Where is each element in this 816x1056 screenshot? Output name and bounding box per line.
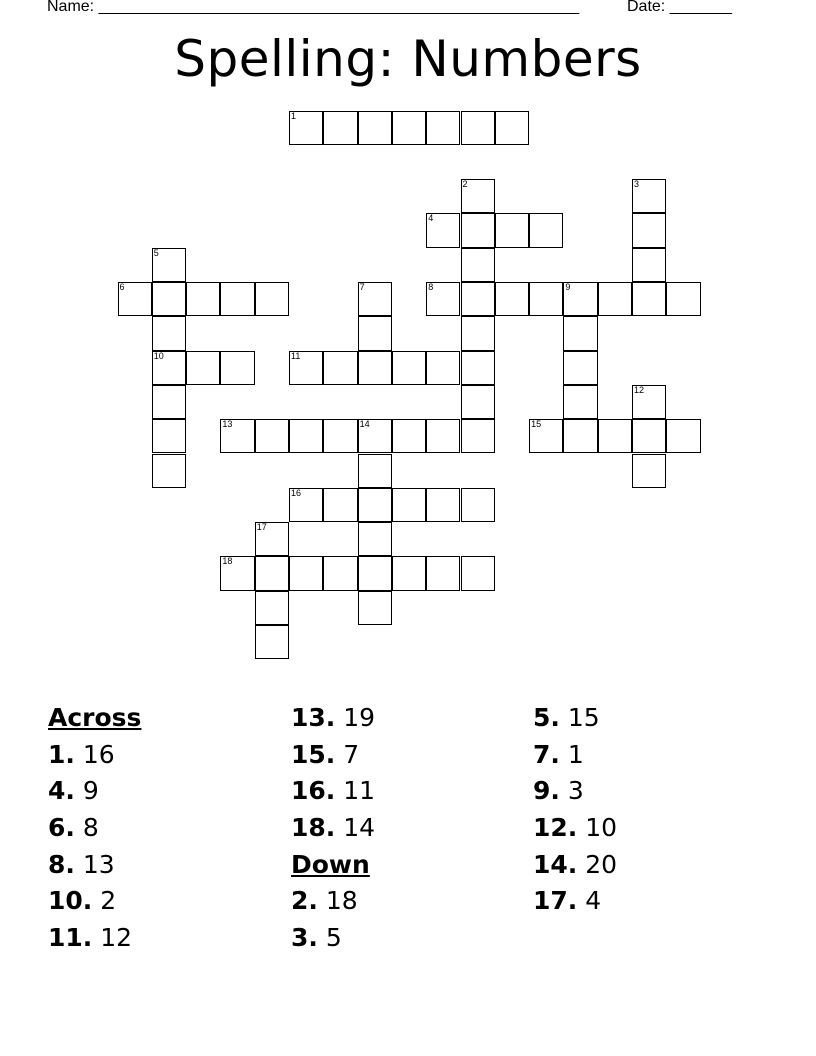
- clue-number: 12: [533, 813, 568, 843]
- grid-cell[interactable]: [392, 488, 426, 522]
- clue-number-dot: .: [65, 813, 75, 843]
- clue-text: 11: [343, 776, 376, 806]
- grid-cell[interactable]: [118, 282, 152, 316]
- clue-item: [48, 737, 141, 774]
- clue-text: 7: [343, 739, 360, 769]
- clue-text: 13: [82, 849, 115, 879]
- clue-number: 3: [291, 923, 309, 953]
- grid-cell[interactable]: [289, 351, 323, 385]
- clue-number-label: 9: [565, 282, 571, 292]
- grid-cell[interactable]: [255, 591, 289, 625]
- grid-cell[interactable]: [426, 282, 460, 316]
- grid-cell[interactable]: [323, 556, 357, 590]
- grid-cell[interactable]: [255, 556, 289, 590]
- clue-item: [291, 883, 375, 920]
- date-field-label: Date: _______: [627, 0, 732, 15]
- grid-cell[interactable]: [186, 351, 220, 385]
- grid-cell[interactable]: [632, 213, 666, 247]
- grid-cell[interactable]: [255, 522, 289, 556]
- grid-cell[interactable]: [358, 591, 392, 625]
- clue-number-dot: .: [567, 813, 578, 843]
- clue-number: 1: [48, 739, 66, 769]
- clue-text: 16: [82, 739, 115, 769]
- grid-cell[interactable]: [598, 419, 632, 453]
- clue-number: 13: [291, 703, 326, 732]
- clue-number: 15: [291, 739, 326, 769]
- clue-number: 14: [533, 849, 568, 879]
- grid-cell[interactable]: [461, 488, 495, 522]
- grid-cell[interactable]: [220, 419, 254, 453]
- clue-number: 17: [533, 886, 568, 916]
- grid-cell[interactable]: [632, 282, 666, 316]
- grid-cell[interactable]: [358, 282, 392, 316]
- clue-text: 1: [567, 739, 584, 769]
- clue-number-dot: .: [82, 886, 93, 916]
- clue-number-label: 14: [359, 419, 370, 430]
- grid-cell[interactable]: [461, 556, 495, 590]
- clue-item: [48, 920, 141, 957]
- grid-cell[interactable]: [426, 419, 460, 453]
- grid-cell[interactable]: [220, 351, 254, 385]
- grid-cell[interactable]: [392, 351, 426, 385]
- grid-cell[interactable]: [186, 282, 220, 316]
- clue-item: [48, 883, 141, 920]
- clue-text: 4: [585, 886, 602, 916]
- clue-number: 11: [48, 923, 83, 953]
- grid-cell[interactable]: [152, 282, 186, 316]
- clue-number-dot: .: [567, 886, 578, 916]
- grid-cell[interactable]: [152, 385, 186, 419]
- clue-item: [533, 737, 617, 774]
- clue-number-dot: .: [325, 703, 336, 732]
- grid-cell[interactable]: [563, 282, 597, 316]
- clue-item: [48, 847, 141, 884]
- clue-item: [291, 920, 375, 957]
- clue-number: 5: [533, 703, 551, 732]
- grid-cell[interactable]: [323, 111, 357, 145]
- clue-number-label: 4: [428, 213, 434, 224]
- grid-cell[interactable]: [152, 419, 186, 453]
- clue-column-1: [48, 700, 141, 957]
- clue-number-dot: .: [325, 813, 336, 843]
- clue-text: 15: [567, 703, 600, 732]
- grid-cell[interactable]: [495, 213, 529, 247]
- clue-text: 20: [585, 849, 618, 879]
- grid-cell[interactable]: [666, 282, 700, 316]
- grid-cell[interactable]: [358, 111, 392, 145]
- page-title: Spelling: Numbers: [174, 30, 642, 88]
- grid-cell[interactable]: [426, 351, 460, 385]
- grid-cell[interactable]: [461, 419, 495, 453]
- grid-cell[interactable]: [495, 282, 529, 316]
- clue-text: 18: [325, 886, 358, 916]
- clue-number-label: 8: [428, 282, 434, 292]
- clue-number-dot: .: [325, 776, 336, 806]
- clue-item: [48, 810, 141, 847]
- clue-number: 10: [48, 886, 83, 916]
- clue-number-dot: .: [325, 739, 336, 769]
- grid-cell[interactable]: [255, 625, 289, 659]
- clue-number: 2: [291, 886, 309, 916]
- grid-cell[interactable]: [461, 385, 495, 419]
- clue-number-dot: .: [550, 703, 560, 732]
- grid-cell[interactable]: [461, 351, 495, 385]
- grid-cell[interactable]: [563, 419, 597, 453]
- clue-item: [291, 700, 375, 737]
- grid-cell[interactable]: [323, 488, 357, 522]
- clue-number-label: 1: [291, 110, 297, 121]
- grid-cell[interactable]: [461, 213, 495, 247]
- grid-cell[interactable]: [152, 454, 186, 488]
- grid-cell[interactable]: [358, 419, 392, 453]
- clue-number: 9: [533, 776, 551, 806]
- clue-number-dot: .: [65, 849, 75, 879]
- clue-number-dot: .: [308, 923, 318, 953]
- clue-number-dot: .: [65, 776, 75, 806]
- clue-item: [291, 737, 375, 774]
- grid-cell[interactable]: [563, 351, 597, 385]
- grid-cell[interactable]: [392, 111, 426, 145]
- grid-cell[interactable]: [220, 282, 254, 316]
- name-field-label: Name: ______________________________________________________: [47, 0, 580, 15]
- grid-cell[interactable]: [358, 488, 392, 522]
- clue-number-label: 16: [291, 487, 302, 498]
- clue-text: 5: [325, 923, 342, 953]
- grid-cell[interactable]: [461, 111, 495, 145]
- grid-cell[interactable]: [598, 282, 632, 316]
- clue-number-dot: .: [550, 776, 560, 806]
- clue-section-heading: [291, 847, 375, 884]
- clue-text: 9: [82, 776, 99, 806]
- clue-number-label: 7: [359, 282, 365, 292]
- clue-item: [533, 773, 617, 810]
- clue-text: 8: [82, 813, 99, 843]
- clue-text: 12: [100, 923, 133, 953]
- grid-cell[interactable]: [358, 351, 392, 385]
- clue-number-dot: .: [308, 886, 318, 916]
- clue-number: 6: [48, 813, 66, 843]
- grid-cell[interactable]: [426, 111, 460, 145]
- grid-cell[interactable]: [289, 419, 323, 453]
- grid-cell[interactable]: [358, 316, 392, 350]
- grid-cell[interactable]: [563, 385, 597, 419]
- clue-number-dot: .: [550, 739, 560, 769]
- grid-cell[interactable]: [632, 385, 666, 419]
- clue-text: 19: [343, 703, 376, 732]
- clue-section-heading: [48, 700, 141, 737]
- clue-item: [533, 700, 617, 737]
- clue-number-label: 5: [153, 247, 159, 258]
- clue-number-label: 3: [634, 179, 640, 190]
- grid-cell[interactable]: [632, 454, 666, 488]
- section-heading-text: Down: [291, 849, 370, 879]
- grid-cell[interactable]: [426, 213, 460, 247]
- grid-cell[interactable]: [358, 556, 392, 590]
- clue-number-dot: .: [567, 849, 578, 879]
- grid-cell[interactable]: [289, 488, 323, 522]
- grid-cell[interactable]: [255, 282, 289, 316]
- clue-number-label: 15: [531, 419, 542, 430]
- grid-cell[interactable]: [529, 282, 563, 316]
- clue-number-label: 17: [256, 522, 267, 533]
- grid-cell[interactable]: [426, 556, 460, 590]
- grid-cell[interactable]: [563, 316, 597, 350]
- clue-item: [533, 883, 617, 920]
- clue-number-label: 10: [153, 350, 164, 361]
- grid-cell[interactable]: [495, 111, 529, 145]
- grid-cell[interactable]: [220, 556, 254, 590]
- grid-cell[interactable]: [152, 351, 186, 385]
- clue-number: 18: [291, 813, 326, 843]
- grid-cell[interactable]: [529, 419, 563, 453]
- clue-column-3: [533, 700, 617, 920]
- clue-number-dot: .: [65, 739, 75, 769]
- clue-item: [533, 810, 617, 847]
- grid-cell[interactable]: [461, 179, 495, 213]
- clue-number-label: 11: [291, 350, 301, 361]
- clue-number-dot: .: [82, 923, 93, 953]
- grid-cell[interactable]: [255, 419, 289, 453]
- clue-item: [48, 773, 141, 810]
- clue-number: 16: [291, 776, 326, 806]
- grid-cell[interactable]: [426, 488, 460, 522]
- grid-cell[interactable]: [461, 282, 495, 316]
- clue-number-label: 18: [222, 556, 233, 567]
- grid-cell[interactable]: [323, 351, 357, 385]
- clue-text: 3: [567, 776, 584, 806]
- grid-cell[interactable]: [529, 213, 563, 247]
- grid-cell[interactable]: [632, 419, 666, 453]
- clue-number: 8: [48, 849, 66, 879]
- clue-number-label: 6: [119, 282, 125, 292]
- grid-cell[interactable]: [289, 111, 323, 145]
- clue-item: [291, 773, 375, 810]
- clue-number: 4: [48, 776, 66, 806]
- grid-cell[interactable]: [461, 248, 495, 282]
- section-heading-text: Across: [48, 703, 142, 732]
- grid-cell[interactable]: [461, 316, 495, 350]
- grid-cell[interactable]: [632, 248, 666, 282]
- clue-number-label: 12: [634, 384, 645, 395]
- clue-text: 14: [343, 813, 376, 843]
- grid-cell[interactable]: [358, 522, 392, 556]
- grid-cell[interactable]: [323, 419, 357, 453]
- clue-number-label: 2: [462, 179, 468, 190]
- grid-cell[interactable]: [152, 316, 186, 350]
- grid-cell[interactable]: [392, 419, 426, 453]
- clue-item: [533, 847, 617, 884]
- grid-cell[interactable]: [666, 419, 700, 453]
- clue-item: [291, 810, 375, 847]
- clue-text: 10: [585, 813, 618, 843]
- grid-cell[interactable]: [392, 556, 426, 590]
- clue-number: 7: [533, 739, 551, 769]
- grid-cell[interactable]: [632, 179, 666, 213]
- grid-cell[interactable]: [152, 248, 186, 282]
- clue-number-label: 13: [222, 419, 233, 430]
- clue-text: 2: [100, 886, 117, 916]
- grid-cell[interactable]: [358, 454, 392, 488]
- clue-column-2: [291, 700, 375, 957]
- grid-cell[interactable]: [289, 556, 323, 590]
